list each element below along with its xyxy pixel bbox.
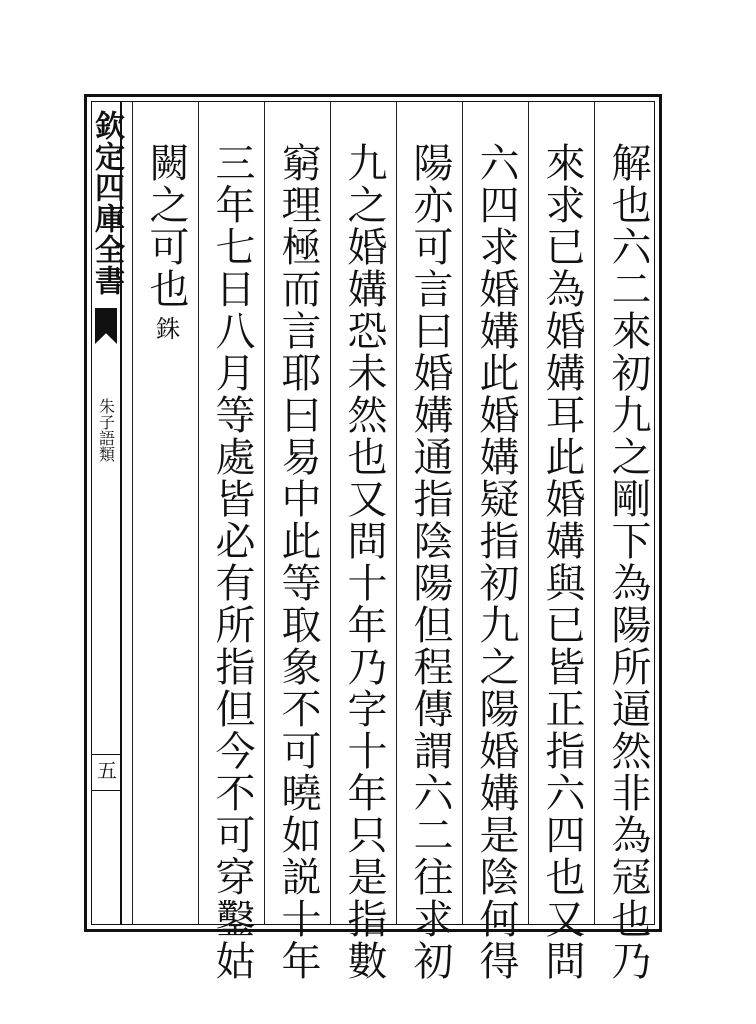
fishtail-mark	[95, 308, 117, 344]
column-text: 窮理極而言耶曰易中此等取象不可曉如説十年	[275, 142, 321, 982]
book-title: 朱子語類	[96, 398, 116, 462]
text-column	[132, 102, 199, 924]
book-edge-margin	[89, 102, 124, 924]
page-number-rule-top	[92, 754, 120, 755]
column-text: 陽亦可言曰婚媾通指陰陽但程傳謂六二往求初	[407, 142, 453, 982]
column-text: 六四求婚媾此婚媾疑指初九之陽婚媾是陰何得	[473, 142, 519, 982]
page-number-rule-bottom	[92, 790, 120, 791]
page-number: 五	[93, 760, 118, 780]
collection-title: 欽定四庫全書	[89, 110, 124, 296]
column-text: 來求已為婚媾耳此婚媾與已皆正指六四也又問	[539, 142, 585, 982]
text-column	[462, 102, 529, 982]
page-frame	[84, 94, 662, 982]
column-text: 九之婚媾恐未然也又問十年乃字十年只是指數	[341, 142, 387, 982]
text-column	[396, 102, 463, 982]
inner-frame	[89, 101, 655, 982]
column-text: 三年七日八月等處皆必有所指但今不可穿鑿姑	[209, 142, 255, 982]
column-text: 闕之可也	[143, 142, 189, 310]
text-column	[264, 102, 331, 982]
column-text: 解也六二來初九之剛下為陽所逼然非為冦也乃	[605, 142, 651, 982]
column-annotation: 銖	[151, 316, 180, 340]
text-column	[330, 102, 397, 982]
text-column	[528, 102, 595, 982]
text-column	[594, 102, 661, 982]
text-column	[198, 102, 265, 982]
